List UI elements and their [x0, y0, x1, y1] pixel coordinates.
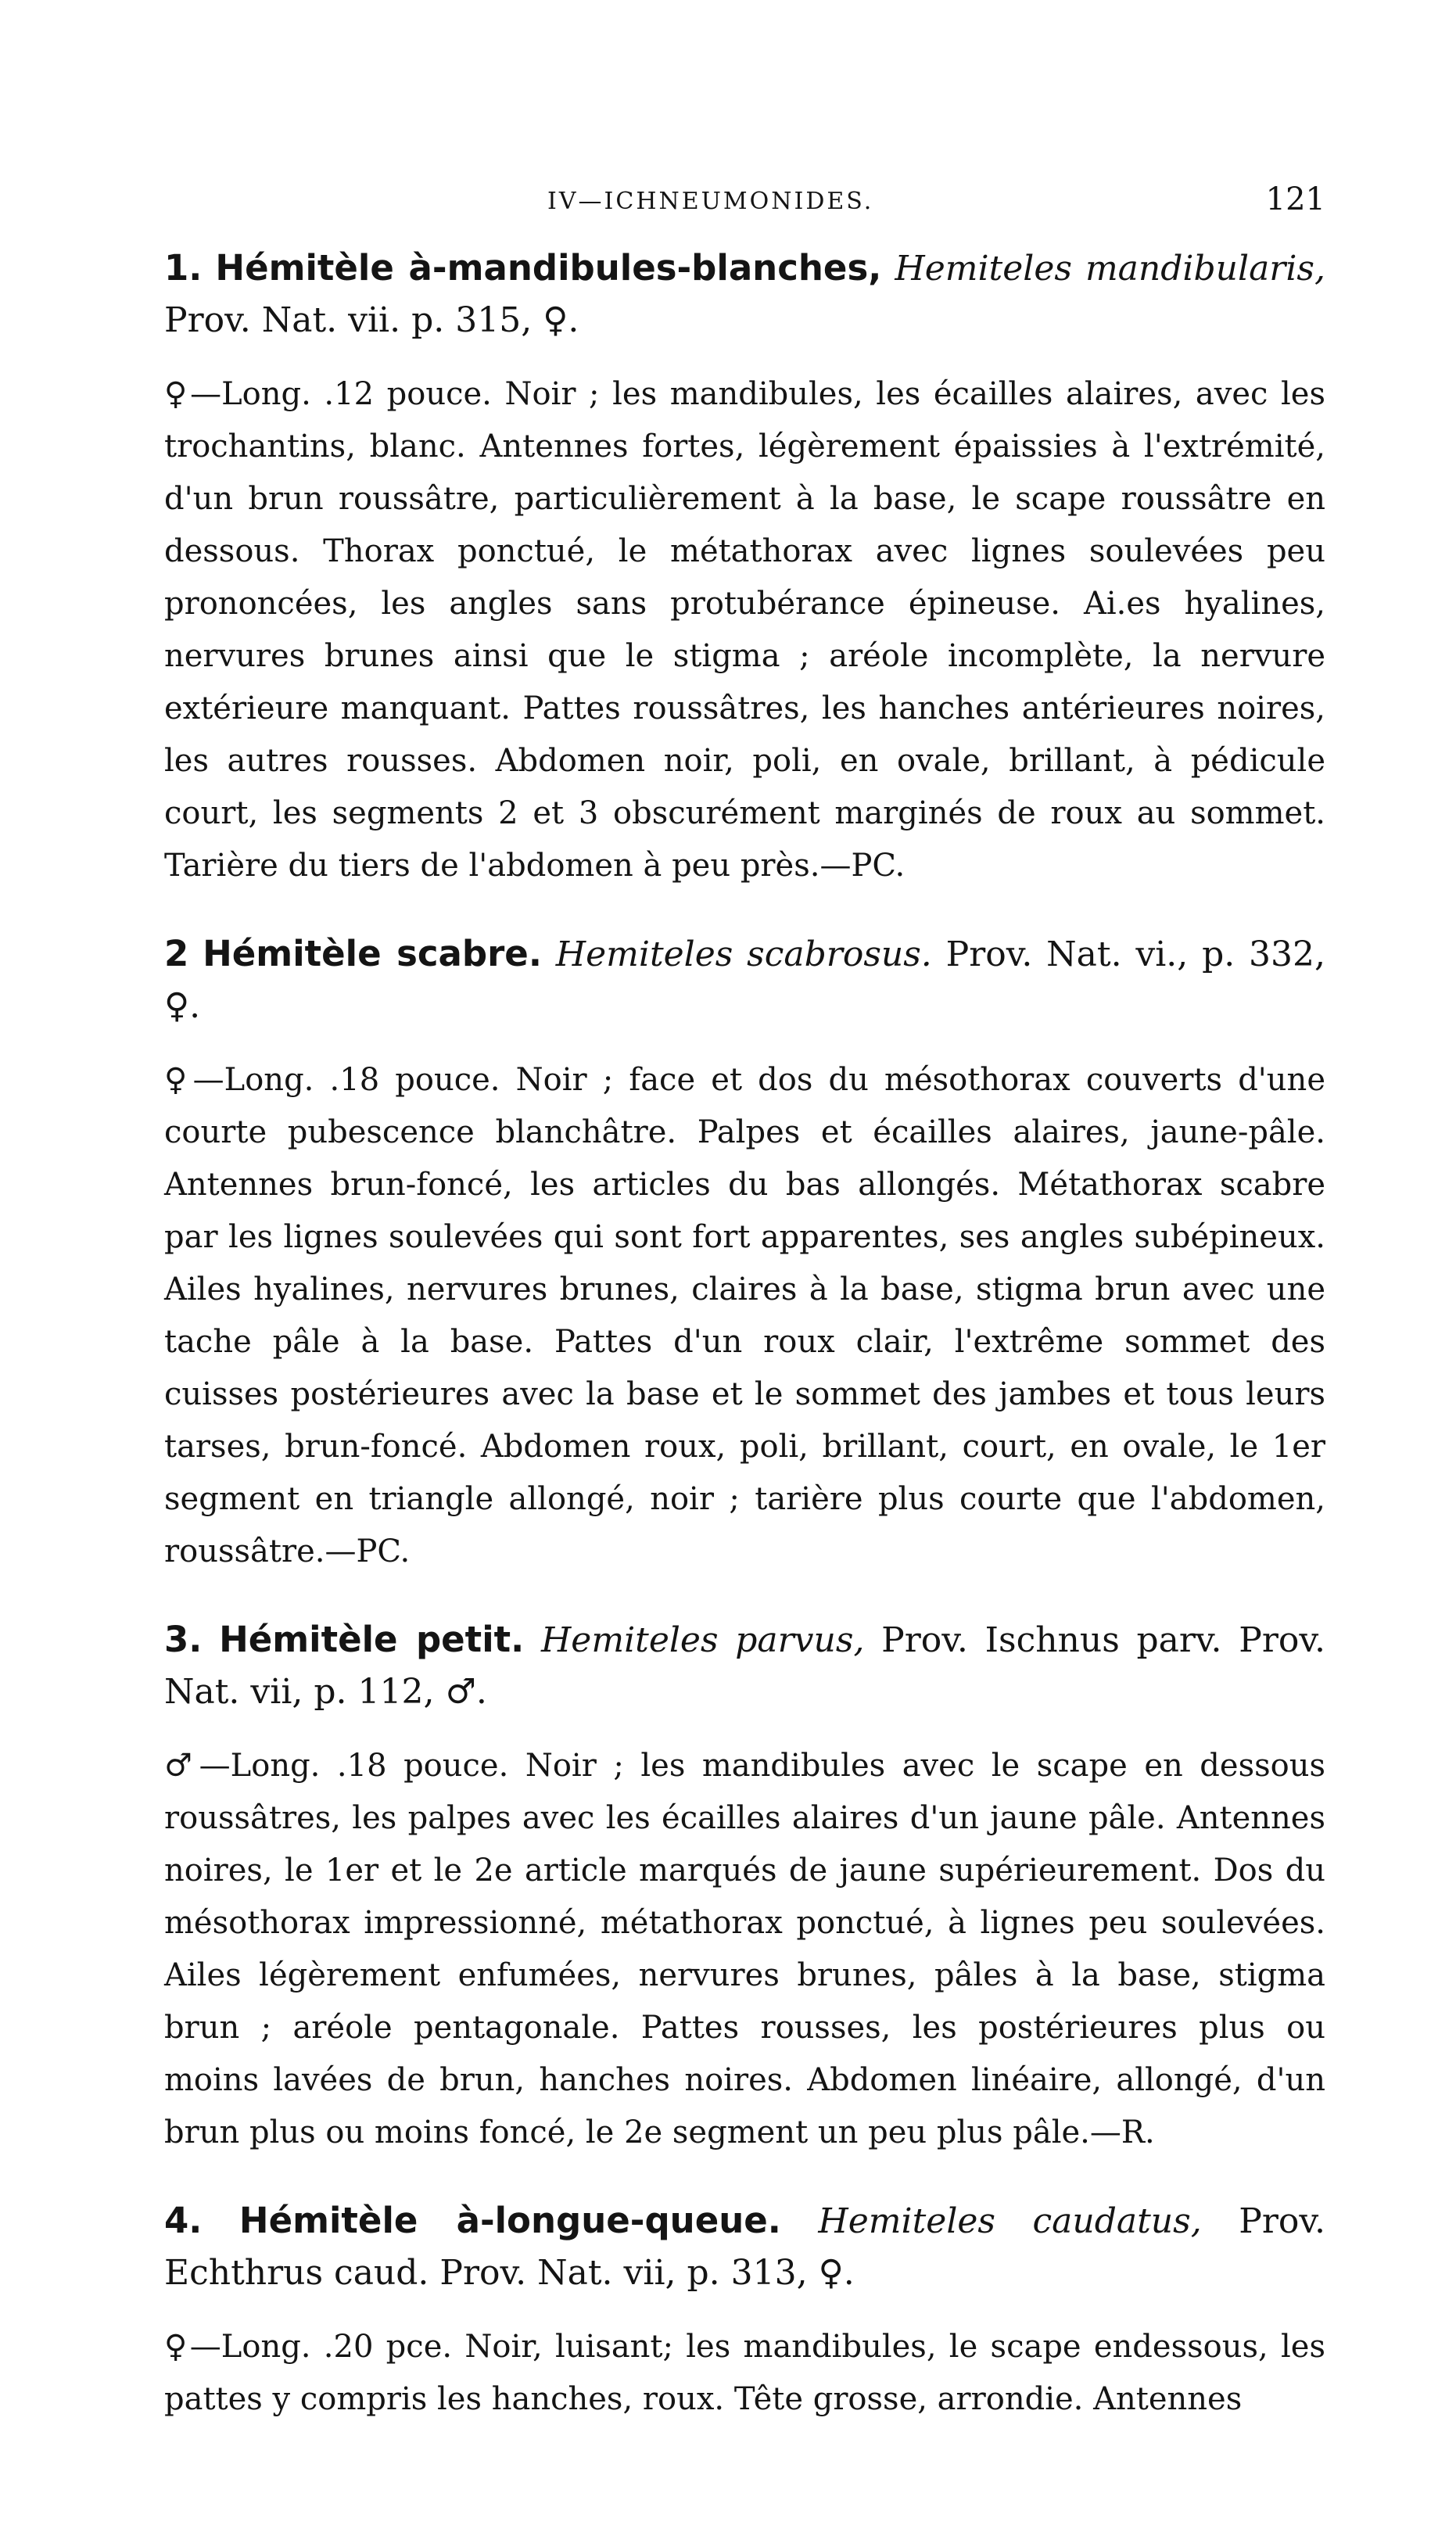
entry-number: 3. [164, 1619, 203, 1660]
entry-heading [164, 242, 1325, 346]
entry-number: 4. [164, 2200, 203, 2241]
running-head [164, 156, 1325, 217]
reference: Prov. Ischnus parv. Prov. Nat. vii, p. 112, ♂. [164, 1620, 1325, 1712]
page-number: 121 [1265, 181, 1325, 217]
reference: Prov. Nat. vi., p. 332, ♀. [164, 934, 1326, 1026]
page [164, 156, 1325, 2462]
french-name: Hémitèle scabre. [203, 933, 542, 974]
entry-heading [164, 1614, 1325, 1718]
latin-name: Hemiteles caudatus, [818, 2201, 1202, 2241]
entry-heading [164, 928, 1325, 1032]
reference: Prov. Echthrus caud. Prov. Nat. vii, p. 313, ♀. [164, 2201, 1325, 2293]
entry-number: 2 [164, 933, 189, 974]
latin-name: Hemiteles scabrosus. [555, 934, 932, 974]
french-name: Hémitèle à-longue-queue. [238, 2200, 781, 2241]
entry-description: ♀—Long. .18 pouce. Noir ; face et dos du mésothorax couverts d'une courte pubescence blanchâtre. Palpes et écailles alaires, jaune-pâle. Antennes brun-foncé, les articles du bas allongés. Métathorax scabre par les lignes soulevées qui sont fort apparentes, ses angles subépineux. Ailes hyalines, nervures brunes, claires à la base, stigma brun avec une tache pâle à la base. Pattes d'un roux clair, l'extrême sommet des cuisses postérieures avec la base et le sommet des jambes et tous leurs tarses, brun-foncé. Abdomen roux, poli, brillant, court, en ovale, le 1er segment en triangle allongé, noir ; tarière plus courte que l'abdomen, roussâtre.—PC. [164, 1062, 1325, 1569]
running-title: IV—ICHNEUMONIDES. [547, 188, 874, 215]
latin-name: Hemiteles parvus, [540, 1620, 865, 1660]
entry-heading [164, 2195, 1325, 2299]
entry-description: ♀—Long. .12 pouce. Noir ; les mandibules, les écailles alaires, avec les trochantins, blanc. Antennes fortes, légèrement épaissies à l'extrémité, d'un brun roussâtre, particulièrement à la base, le scape roussâtre en dessous. Thorax ponctué, le métathorax avec lignes soulevées peu prononcées, les angles sans protubérance épineuse. Ai.es hyalines, nervures brunes ainsi que le stigma ; aréole incomplète, la nervure extérieure manquant. Pattes roussâtres, les hanches antérieures noires, les autres rousses. Abdomen noir, poli, en ovale, brillant, à pédicule court, les segments 2 et 3 obscurément marginés de roux au sommet. Tarière du tiers de l'abdomen à peu près.—PC. [164, 376, 1325, 884]
entry-number: 1. [164, 247, 203, 289]
entry-description: ♂—Long. .18 pouce. Noir ; les mandibules avec le scape en dessous roussâtres, les palpes avec les écailles alaires d'un jaune pâle. Antennes noires, le 1er et le 2e article marqués de jaune supérieurement. Dos du mésothorax impressionné, métathorax ponctué, à lignes peu soulevées. Ailes légèrement enfumées, nervures brunes, pâles à la base, stigma brun ; aréole pentagonale. Pattes rousses, les postérieures plus ou moins lavées de brun, hanches noires. Abdomen linéaire, allongé, d'un brun plus ou moins foncé, le 2e segment un peu plus pâle.—R. [164, 1748, 1325, 2150]
entry-description: ♀—Long. .20 pce. Noir, luisant; les mandibules, le scape endessous, les pattes y compris les hanches, roux. Tête grosse, arrondie. Antennes [164, 2329, 1325, 2417]
reference: Prov. Nat. vii. p. 315, ♀. [164, 300, 579, 340]
latin-name: Hemiteles mandibularis, [895, 249, 1325, 289]
french-name: Hémitèle petit. [219, 1619, 525, 1660]
french-name: Hémitèle à-mandibules-blanches, [215, 247, 882, 289]
